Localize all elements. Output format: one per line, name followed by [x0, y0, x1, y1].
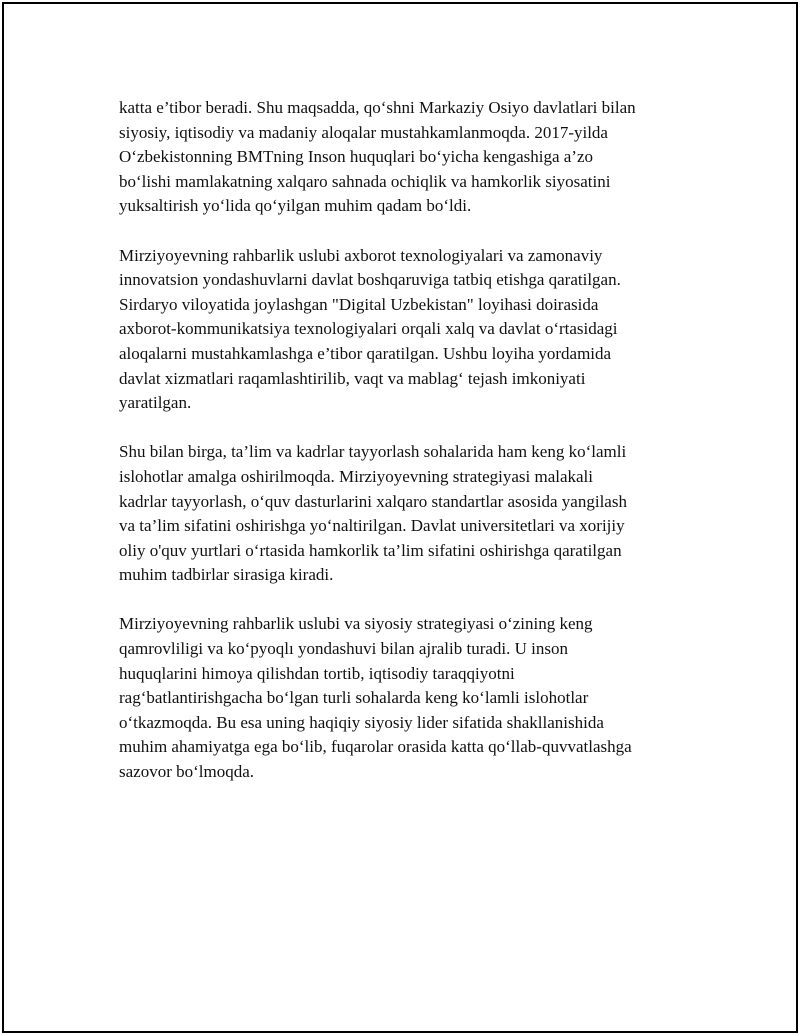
document-body	[119, 96, 699, 809]
paragraph-digital-uzbekistan: Mirziyoyevning rahbarlik uslubi axborot texnologiyalari va zamonaviy innovatsion yondashuvlarni davlat boshqaruviga tatbiq etishga qaratilgan. Sirdaryo viloyatida joylashgan "Digital Uzbekistan" loyihasi doirasida axborot-kommunikatsiya texnologiyalari orqali xalq va davlat o‘rtasidagi aloqalarni mustahkamlashga e’tibor qaratilgan. Ushbu loyiha yordamida davlat xizmatlari raqamlashtirilib, vaqt va mablag‘ tejash imkoniyati yaratilgan.	[119, 245, 621, 413]
document-page	[2, 2, 798, 1033]
paragraph-foreign-relations: katta e’tibor beradi. Shu maqsadda, qo‘shni Markaziy Osiyo davlatlari bilan siyosiy, iqtisodiy va madaniy aloqalar mustahkamlanmoqda. 2017-yilda O‘zbekistonning BMTning Inson huquqlari bo‘yicha kengashiga a’zo bo‘lishi mamlakatning xalqaro sahnada ochiqlik va hamkorlik siyosatini yuksaltirish yo‘lida qo‘yilgan muhim qadam bo‘ldi.	[119, 98, 636, 216]
paragraph-leadership-summary: Mirziyoyevning rahbarlik uslubi va siyosiy strategiyasi o‘zining keng qamrovliligi va ko‘pyoqlı yondashuvi bilan ajralib turadi. U inson huquqlarini himoya qilishdan tortib, iqtisodiy taraqqiyotni rag‘batlantirishgacha bo‘lgan turli sohalarda keng ko‘lamli islohotlar o‘tkazmoqda. Bu esa uning haqiqiy siyosiy lider sifatida shakllanishida muhim ahamiyatga ega bo‘lib, fuqarolar orasida katta qo‘llab-quvvatlashga sazovor bo‘lmoqda.	[119, 614, 632, 782]
paragraph-education-reforms: Shu bilan birga, ta’lim va kadrlar tayyorlash sohalarida ham keng ko‘lamli islohotlar amalga oshirilmoqda. Mirziyoyevning strategiyasi malakali kadrlar tayyorlash, o‘quv dasturlarini xalqaro standartlar asosida yangilash va ta’lim sifatini oshirishga yo‘naltirilgan. Davlat universitetlari va xorijiy oliy o'quv yurtlari o‘rtasida hamkorlik ta’lim sifatini oshirishga qaratilgan muhim tadbirlar sirasiga kiradi.	[119, 442, 627, 585]
